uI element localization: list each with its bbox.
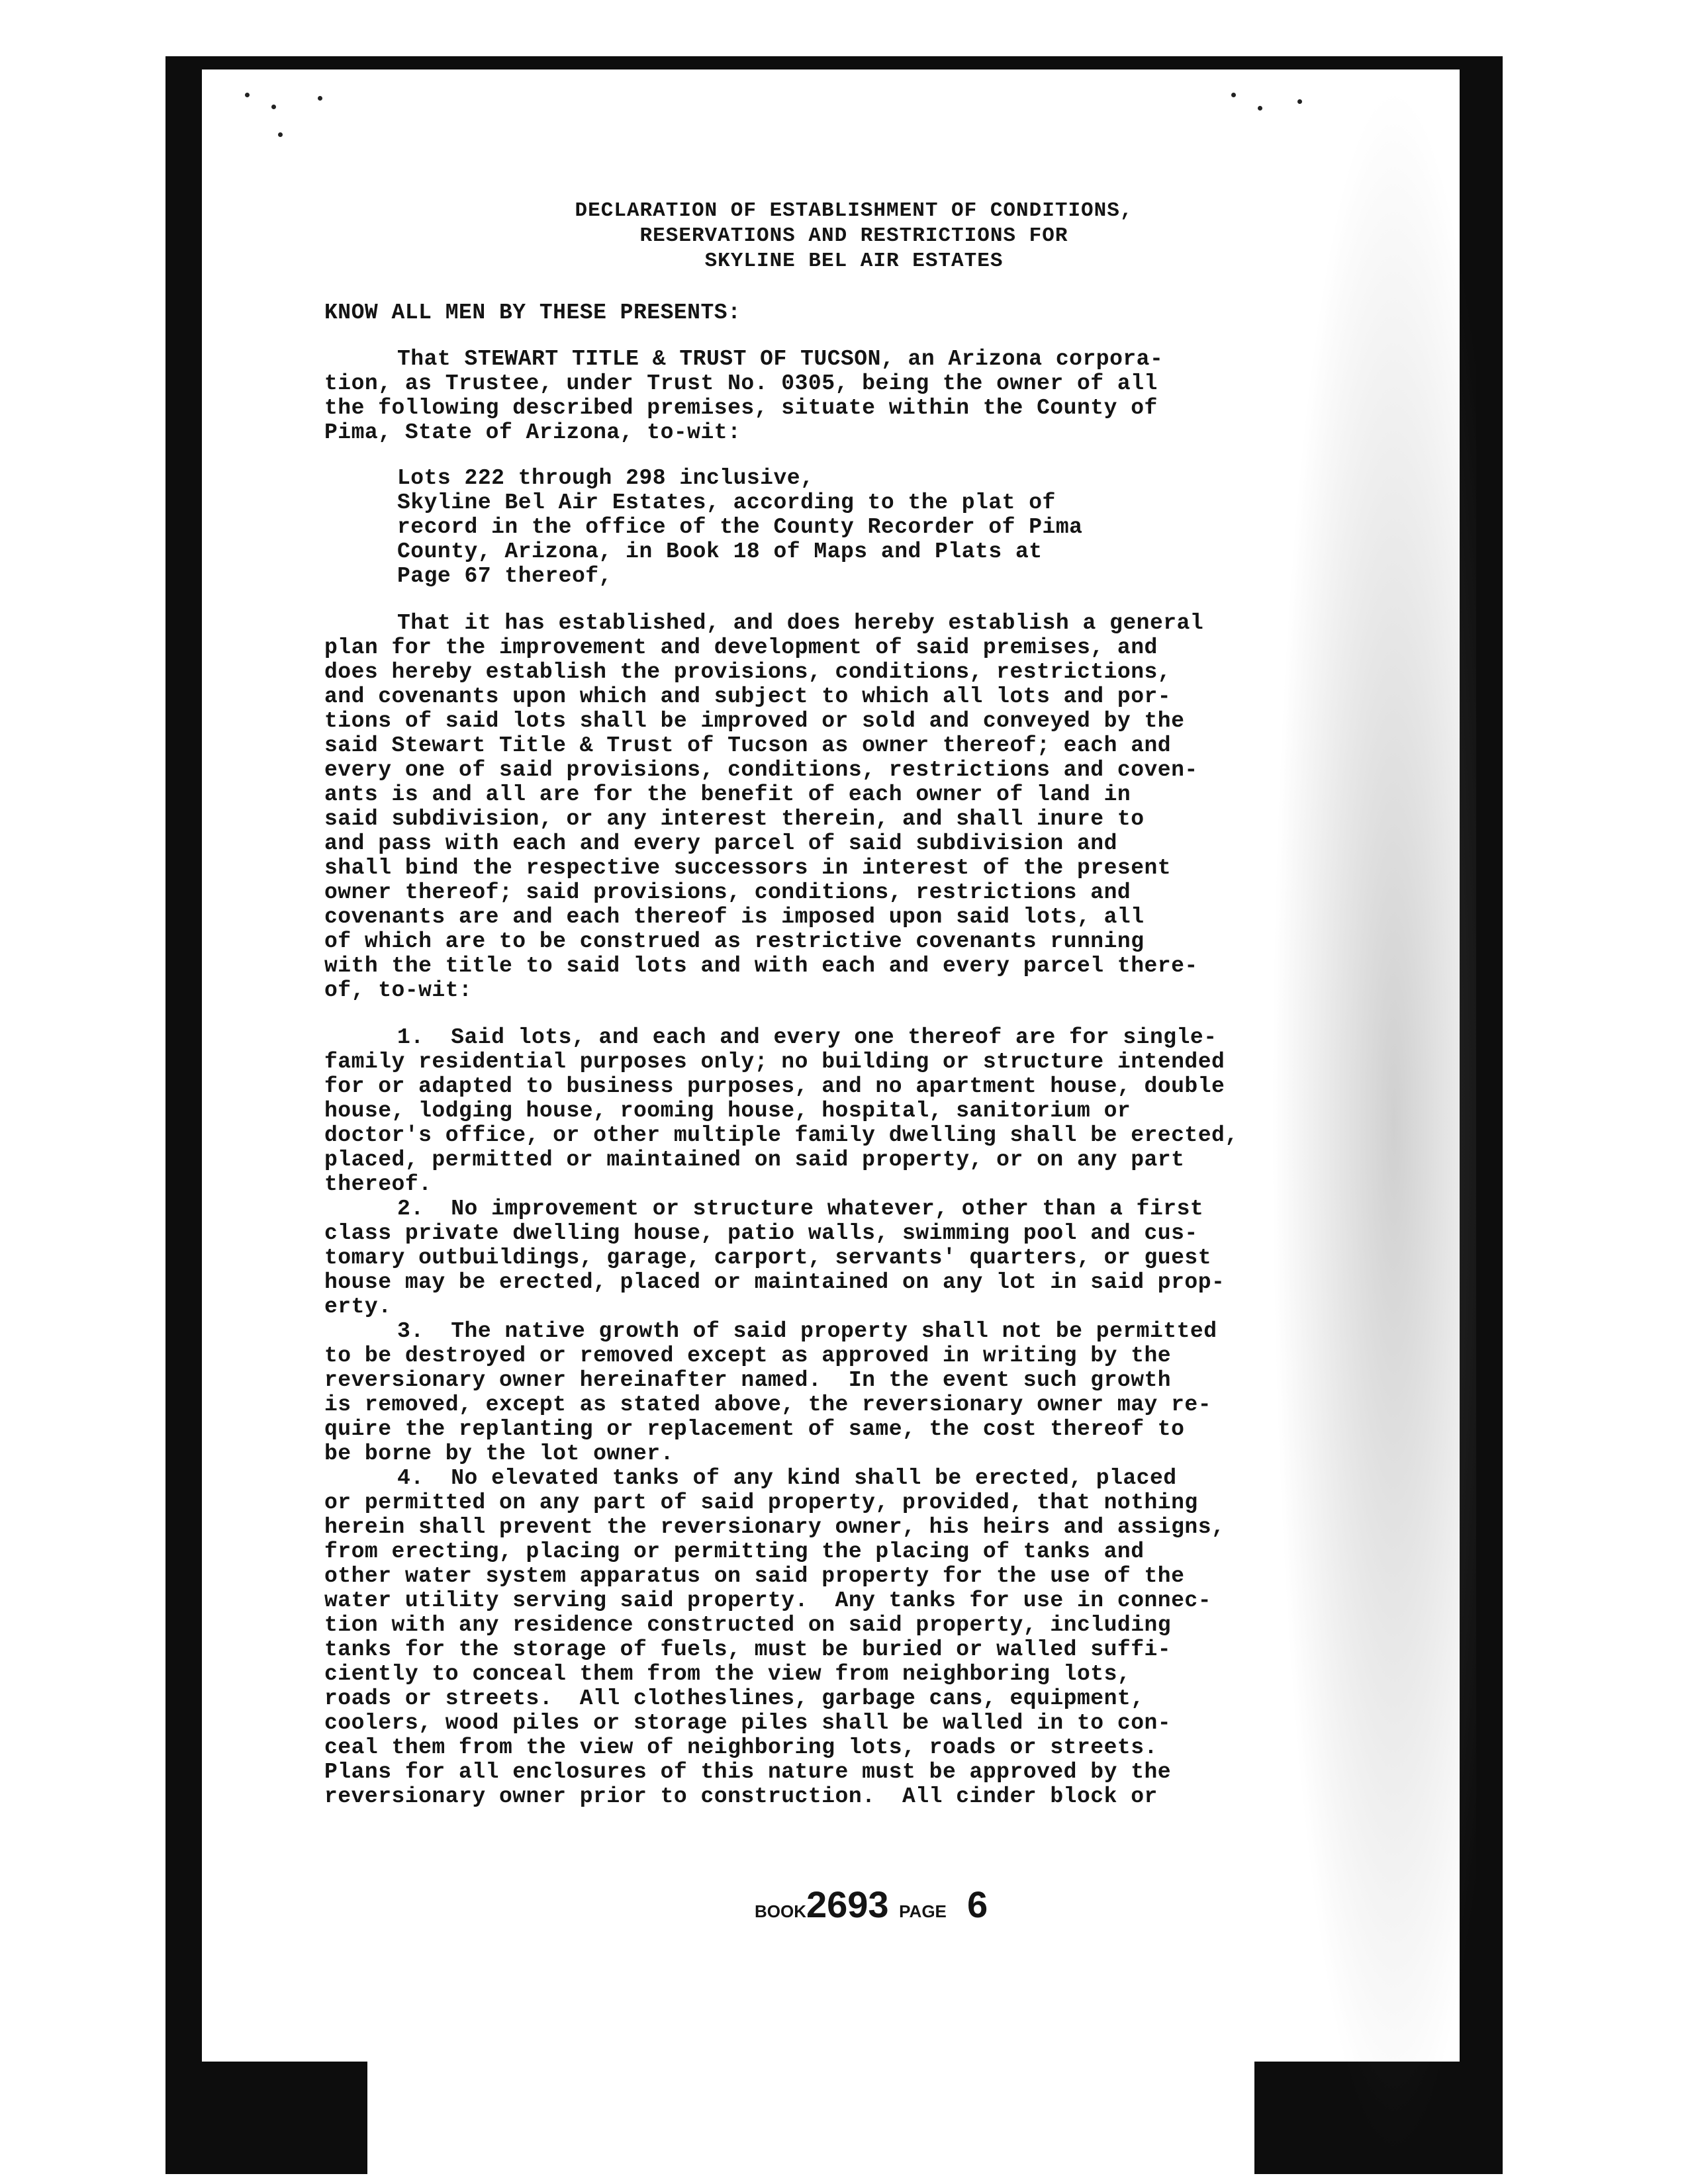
text-line: thereof. bbox=[324, 1172, 432, 1197]
text-line: class private dwelling house, patio walls, swimming pool and cus- bbox=[324, 1221, 1198, 1246]
text-line: water utility serving said property. Any tanks for use in connec- bbox=[324, 1588, 1212, 1613]
text-line: said subdivision, or any interest therein, and shall inure to bbox=[324, 807, 1145, 831]
title-line: RESERVATIONS AND RESTRICTIONS FOR bbox=[639, 224, 1068, 248]
text-line: coolers, wood piles or storage piles shall be walled in to con- bbox=[324, 1711, 1172, 1735]
title-line: DECLARATION OF ESTABLISHMENT OF CONDITIONS, bbox=[575, 199, 1133, 222]
text-line: Skyline Bel Air Estates, according to the plat of bbox=[397, 490, 1056, 515]
text-line: placed, permitted or maintained on said property, or on any part bbox=[324, 1148, 1185, 1172]
text-line: roads or streets. All clotheslines, garbage cans, equipment, bbox=[324, 1686, 1145, 1711]
text-line: doctor's office, or other multiple family dwelling shall be erected, bbox=[324, 1123, 1239, 1148]
text-line: and pass with each and every parcel of said subdivision and bbox=[324, 831, 1117, 856]
recording-stamp bbox=[755, 1883, 988, 1926]
document-page-bottom bbox=[367, 2058, 1254, 2177]
text-line: of, to-wit: bbox=[324, 978, 473, 1003]
text-line: from erecting, placing or permitting the placing of tanks and bbox=[324, 1539, 1145, 1564]
text-line: That it has established, and does hereby establish a general bbox=[397, 611, 1204, 635]
text-line: plan for the improvement and development of said premises, and bbox=[324, 635, 1158, 660]
text-line: ceal them from the view of neighboring lots, roads or streets. bbox=[324, 1735, 1158, 1760]
text-line: Lots 222 through 298 inclusive, bbox=[397, 466, 814, 490]
speck bbox=[318, 96, 322, 101]
text-line: Page 67 thereof, bbox=[397, 564, 612, 588]
salutation: KNOW ALL MEN BY THESE PRESENTS: bbox=[324, 300, 741, 325]
text-line: covenants are and each thereof is imposed upon said lots, all bbox=[324, 905, 1145, 929]
text-line: tanks for the storage of fuels, must be buried or walled suffi- bbox=[324, 1637, 1172, 1662]
text-line: house may be erected, placed or maintained on any lot in said prop- bbox=[324, 1270, 1225, 1295]
text-line: house, lodging house, rooming house, hospital, sanitorium or bbox=[324, 1099, 1131, 1123]
text-line: ciently to conceal them from the view from neighboring lots, bbox=[324, 1662, 1131, 1686]
text-line: tions of said lots shall be improved or sold and conveyed by the bbox=[324, 709, 1185, 733]
speck bbox=[245, 93, 250, 97]
text-line: reversionary owner prior to construction. All cinder block or bbox=[324, 1784, 1158, 1809]
speck bbox=[1231, 93, 1236, 97]
text-line: be borne by the lot owner. bbox=[324, 1441, 674, 1466]
text-line: record in the office of the County Recorder of Pima bbox=[397, 515, 1083, 539]
text-line: to be destroyed or removed except as approved in writing by the bbox=[324, 1343, 1172, 1368]
page-number: 6 bbox=[967, 1884, 988, 1925]
text-line: quire the replanting or replacement of same, the cost thereof to bbox=[324, 1417, 1185, 1441]
text-line: 4. No elevated tanks of any kind shall be erected, placed bbox=[397, 1466, 1177, 1490]
text-line: 2. No improvement or structure whatever, other than a first bbox=[397, 1197, 1204, 1221]
title-line: SKYLINE BEL AIR ESTATES bbox=[704, 250, 1004, 273]
speck bbox=[271, 105, 276, 109]
page-label: PAGE bbox=[899, 1901, 947, 1921]
text-line: ants is and all are for the benefit of each owner of land in bbox=[324, 782, 1131, 807]
speck bbox=[1297, 99, 1302, 104]
text-line: tomary outbuildings, garage, carport, servants' quarters, or guest bbox=[324, 1246, 1212, 1270]
text-line: every one of said provisions, conditions, restrictions and coven- bbox=[324, 758, 1198, 782]
text-line: reversionary owner hereinafter named. In the event such growth bbox=[324, 1368, 1172, 1392]
text-line: other water system apparatus on said property for the use of the bbox=[324, 1564, 1185, 1588]
document-title bbox=[397, 199, 1311, 274]
text-line: does hereby establish the provisions, conditions, restrictions, bbox=[324, 660, 1172, 684]
text-line: and covenants upon which and subject to which all lots and por- bbox=[324, 684, 1172, 709]
text-line: Pima, State of Arizona, to-wit: bbox=[324, 420, 741, 445]
text-line: Plans for all enclosures of this nature must be approved by the bbox=[324, 1760, 1172, 1784]
text-line: with the title to said lots and with each and every parcel there- bbox=[324, 954, 1198, 978]
text-line: erty. bbox=[324, 1295, 392, 1319]
speck bbox=[1258, 106, 1262, 111]
text-line: 3. The native growth of said property shall not be permitted bbox=[397, 1319, 1217, 1343]
text-line: or permitted on any part of said property, provided, that nothing bbox=[324, 1490, 1198, 1515]
text-line: the following described premises, situate within the County of bbox=[324, 396, 1158, 420]
text-line: tion, as Trustee, under Trust No. 0305, being the owner of all bbox=[324, 371, 1158, 396]
text-line: tion with any residence constructed on said property, including bbox=[324, 1613, 1172, 1637]
text-line: shall bind the respective successors in interest of the present bbox=[324, 856, 1172, 880]
text-line: said Stewart Title & Trust of Tucson as owner thereof; each and bbox=[324, 733, 1172, 758]
text-line: for or adapted to business purposes, and no apartment house, double bbox=[324, 1074, 1225, 1099]
text-line: That STEWART TITLE & TRUST OF TUCSON, an Arizona corpora- bbox=[397, 347, 1164, 371]
speck bbox=[278, 132, 283, 137]
text-line: herein shall prevent the reversionary owner, his heirs and assigns, bbox=[324, 1515, 1225, 1539]
scan-noise bbox=[1271, 79, 1476, 2164]
book-label: BOOK bbox=[755, 1901, 806, 1921]
text-line: 1. Said lots, and each and every one thereof are for single- bbox=[397, 1025, 1217, 1050]
book-number: 2693 bbox=[806, 1884, 889, 1925]
text-line: owner thereof; said provisions, conditions, restrictions and bbox=[324, 880, 1131, 905]
text-line: family residential purposes only; no building or structure intended bbox=[324, 1050, 1225, 1074]
text-line: is removed, except as stated above, the reversionary owner may re- bbox=[324, 1392, 1212, 1417]
text-line: of which are to be construed as restrictive covenants running bbox=[324, 929, 1145, 954]
text-line: County, Arizona, in Book 18 of Maps and Plats at bbox=[397, 539, 1043, 564]
